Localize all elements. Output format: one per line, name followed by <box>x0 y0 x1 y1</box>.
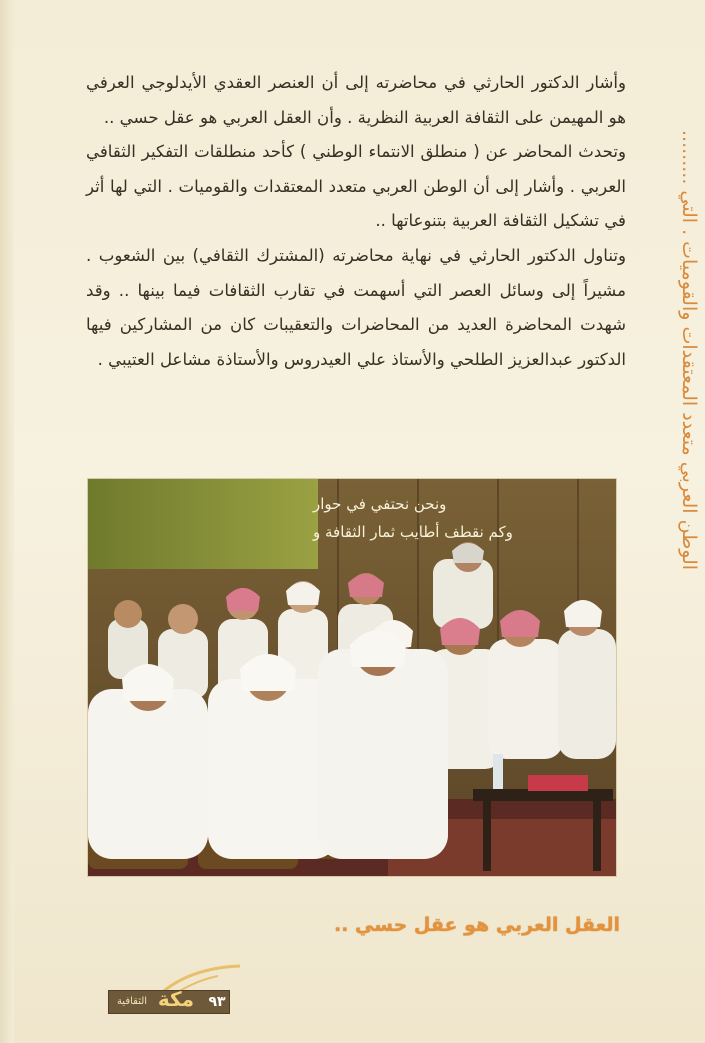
pull-quote: العقل العربي هو عقل حسي .. <box>333 914 620 936</box>
banner-text-1: ونحن نحتفي في حوار <box>313 495 447 513</box>
article-body <box>86 66 626 377</box>
page-footer <box>108 962 248 1022</box>
article-paragraph-2: وتحدث المحاضر عن ( منطلق الانتماء الوطني ) كأحد منطلقات التفكير الثقافي العربي . وأشار إلى أن الوطن العربي متعدد المعتقدات والقوميات . التي لها أثر في تشكيل الثقافة العربية بتنوعاتها .. <box>86 142 626 231</box>
event-photo <box>88 479 616 876</box>
page-edge <box>0 0 14 1043</box>
magazine-name: مكة <box>157 987 195 1011</box>
side-quote: الوطن العربي متعدد المعتقدات والقوميات . التي ......... <box>678 129 700 570</box>
side-quote-wrap <box>662 80 700 570</box>
page-number: ٩٣ <box>208 994 226 1010</box>
banner-text-2: وكم نقطف أطايب ثمار الثقافة و <box>313 523 513 541</box>
article-paragraph-3: وتناول الدكتور الحارثي في نهاية محاضرته (المشترك الثقافي) بين الشعوب . مشيراً إلى وسائل العصر التي أسهمت في تقارب الثقافات فيما بينها .. وقد شهدت المحاضرة العديد من المحاضرات والتعقيبات كان من المشاركين فيها الدكتور عبدالعزيز الطلحي والأستاذ علي العيدروس والأستاذة مشاعل العتيبي . <box>86 245 626 369</box>
article-paragraph-1: وأشار الدكتور الحارثي في محاضرته إلى أن العنصر العقدي الأيدلوجي العرفي هو المهيمن على الثقافة العربية النظرية . وأن العقل العربي هو عقل حسي .. <box>86 73 626 127</box>
magazine-subtitle: الثقافية <box>116 996 148 1007</box>
